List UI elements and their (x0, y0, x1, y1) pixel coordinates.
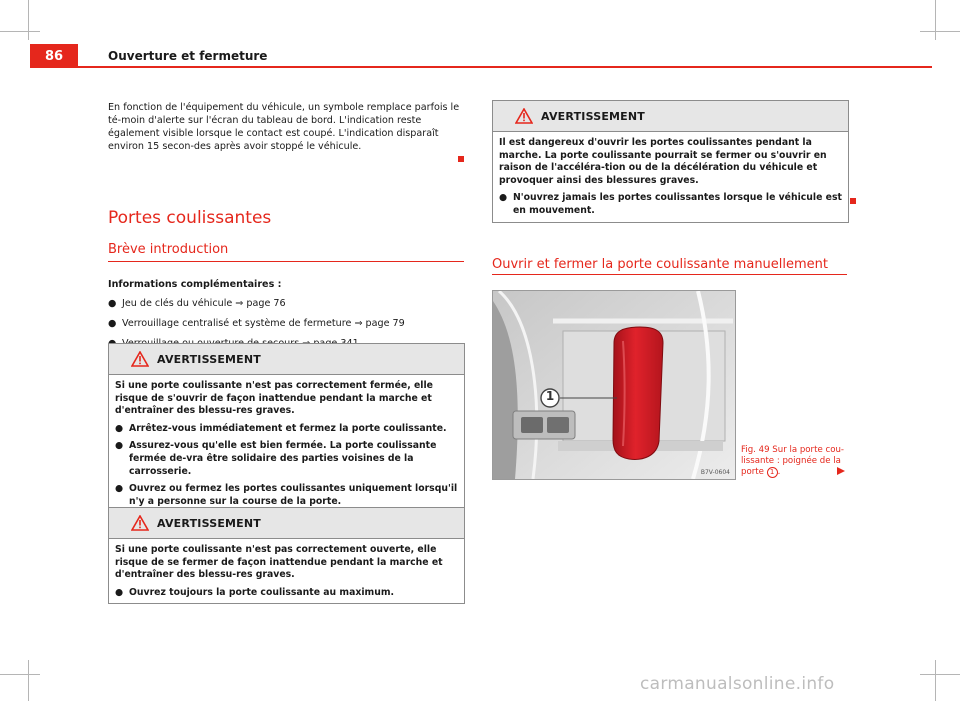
continue-arrow-icon (836, 466, 846, 476)
warning-box (108, 507, 465, 604)
warning-body (493, 132, 848, 222)
bullet: ● (499, 192, 508, 204)
warning-header (109, 344, 464, 375)
bullet: ● (115, 440, 124, 452)
info-item-central-locking[interactable]: Verrouillage centralisé et système de fermeture ⇒ page 79 (122, 318, 405, 329)
figure-callout-1: 1 (545, 389, 555, 403)
warning-text: Si une porte coulissante n'est pas correctement fermée, elle risque de s'ouvrir de façon inattendue pendant la marche et d'entraîner des blessu-res graves. (115, 380, 433, 417)
warning-body (109, 375, 464, 512)
bullet: ● (108, 318, 117, 329)
list-item (115, 587, 458, 600)
warning-item: N'ouvrez jamais les portes coulissantes lorsque le véhicule est en mouvement. (513, 192, 842, 216)
intro-paragraph: En fonction de l'équipement du véhicule, un symbole remplace parfois le té-moin d'alerte sur l'écran du tableau de bord. L'indication reste également visible lorsque le contact est coupé. L'indication disparaît environ 15 secon-des après avoir stoppé le véhicule. (108, 102, 460, 152)
warning-title: AVERTISSEMENT (541, 109, 646, 123)
section-title: Portes coulissantes (108, 208, 272, 228)
section-rule-right (492, 274, 847, 275)
list-item (115, 440, 458, 478)
section-title-right: Ouvrir et fermer la porte coulissante manuellement (492, 257, 829, 272)
chapter-title: Ouverture et fermeture (108, 49, 268, 63)
caption-ref-circle: 1 (767, 467, 778, 478)
left-column (108, 101, 464, 350)
crop-mark (920, 674, 960, 675)
warning-text: Il est dangereux d'ouvrir les portes coulissantes pendant la marche. La porte coulissante pourrait se fermer ou s'ouvrir en raison de l'accéléra-tion ou de la décélération du véhicule et provoquer ainsi des blessures graves. (499, 137, 827, 186)
crop-mark (935, 0, 936, 40)
crop-mark (28, 0, 29, 40)
warning-item: Assurez-vous qu'elle est bien fermée. La porte coulissante fermée de-vra être solidaire des parties voisines de la carrosserie. (129, 440, 437, 477)
watermark: carmanualsonline.info (640, 674, 835, 694)
bullet: ● (115, 586, 124, 598)
info-item-keys[interactable]: Jeu de clés du véhicule ⇒ page 76 (122, 298, 286, 309)
warning-box (108, 343, 465, 513)
list-item (108, 317, 464, 330)
bullet: ● (115, 422, 124, 434)
list-item (115, 483, 458, 508)
bullet: ● (115, 483, 124, 495)
crop-mark (920, 31, 960, 32)
figure-door-handle (492, 290, 736, 480)
crop-mark (28, 660, 29, 701)
page-number: 86 (30, 44, 78, 68)
figure-code: B7V-0604 (700, 469, 730, 476)
crop-mark (0, 674, 40, 675)
warning-title: AVERTISSEMENT (157, 352, 262, 366)
warning-item: Arrêtez-vous immédiatement et fermez la porte coulissante. (129, 422, 447, 434)
crop-mark (935, 660, 936, 701)
subsection-title: Brève introduction (108, 242, 229, 257)
door-handle-illustration (493, 291, 735, 479)
warning-triangle-icon (131, 351, 149, 367)
bullet: ● (108, 298, 117, 309)
list-item (115, 423, 458, 436)
end-mark-icon (850, 198, 856, 204)
warning-triangle-icon (515, 108, 533, 124)
warning-body (109, 539, 464, 603)
figure-caption: Fig. 49 Sur la porte cou- lissante : poignée de la porte 1 . (741, 445, 845, 477)
crop-mark (0, 31, 40, 32)
warning-header (493, 101, 848, 132)
warning-item: Ouvrez toujours la porte coulissante au maximum. (129, 586, 395, 598)
warning-text: Si une porte coulissante n'est pas correctement ouverte, elle risque de se fermer de façon inattendue pendant la marche et d'entraîner des blessu-res graves. (115, 544, 443, 581)
warning-title: AVERTISSEMENT (157, 516, 262, 530)
info-label: Informations complémentaires : (108, 279, 282, 290)
end-mark-icon (458, 156, 464, 162)
warning-triangle-icon (131, 515, 149, 531)
list-item (499, 192, 842, 217)
warning-header (109, 508, 464, 539)
warning-item: Ouvrez ou fermez les portes coulissantes uniquement lorsqu'il n'y a personne sur la course de la porte. (129, 483, 458, 507)
list-item (108, 297, 464, 310)
warning-box (492, 100, 849, 223)
